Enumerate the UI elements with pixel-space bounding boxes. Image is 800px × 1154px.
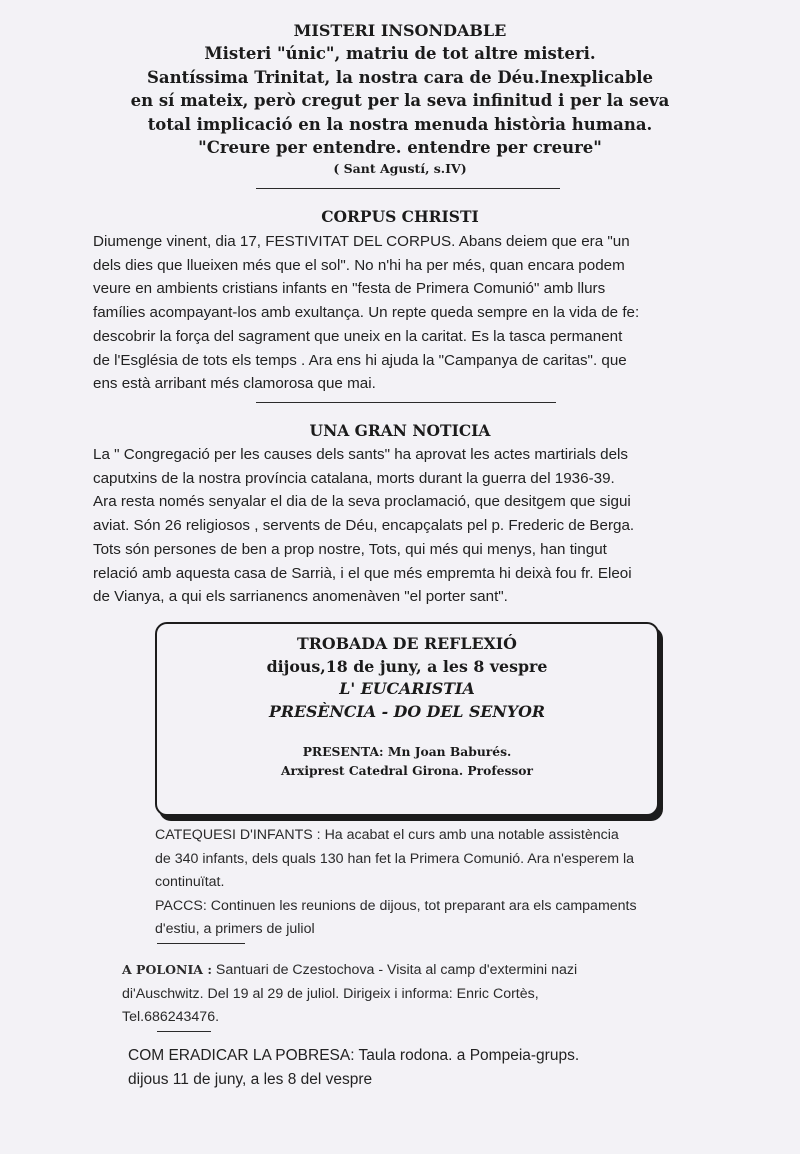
corpus-paragraph <box>93 230 639 396</box>
corpus-line: famílies acompayant-los amb exultança. Un repte queda sempre en la vida de fe: <box>93 304 640 322</box>
noticia-line: relació amb aquesta casa de Sarrià, i el que més empremta hi deixà fou fr. Eleoi <box>93 564 632 582</box>
corpus-line: descobrir la força del sagrament que uneix en la caritat. Es la tasca permanent <box>93 327 623 345</box>
header-line: total implicació en la nostra menuda història humana. <box>147 114 653 134</box>
noticia-line: de Vianya, a qui els sarrianencs anomenàven "el porter sant". <box>93 588 508 606</box>
divider <box>157 1031 211 1032</box>
pobresa-line: dijous 11 de juny, a les 8 del vespre <box>128 1071 373 1088</box>
catequesi-note <box>155 824 637 942</box>
trobada-content <box>155 633 659 723</box>
corpus-line: veure en ambients cristians infants en "festa de Primera Comunió" amb llurs <box>93 280 606 298</box>
catequesi-line: de 340 infants, dels quals 130 han fet la Primera Comunió. Ara n'esperem la <box>155 850 635 867</box>
header-line: en sí mateix, però cregut per la seva infinitud i per la seva <box>130 91 670 110</box>
corpus-title: CORPUS CHRISTI <box>321 207 479 226</box>
polonia-text: Santuari de Czestochova - Visita al camp d'extermini nazi <box>211 962 578 978</box>
header-quote <box>0 42 800 160</box>
catequesi-line: continuïtat. <box>155 874 225 890</box>
catequesi-line: CATEQUESI D'INFANTS : Ha acabat el curs amb una notable assistència <box>155 827 619 843</box>
noticia-line: La " Congregació per les causes dels sants" ha aprovat les actes martirials dels <box>93 446 629 463</box>
pobresa-line: COM ERADICAR LA POBRESA: Taula rodona. a Pompeia-grups. <box>128 1047 580 1064</box>
noticia-line: Ara resta només senyalar el dia de la seva proclamació, que desitgem que sigui <box>93 493 631 511</box>
header-line: Santíssima Trinitat, la nostra cara de Déu.Inexplicable <box>146 67 654 87</box>
header-title: MISTERI INSONDABLE <box>293 21 507 40</box>
paccs-line: PACCS: Continuen les reunions de dijous, tot preparant ara els campaments <box>155 897 637 914</box>
trobada-topic: L' EUCARISTIA <box>339 679 475 698</box>
noticia-line: caputxins de la nostra província catalana, morts durant la guerra del 1936-39. <box>93 469 615 487</box>
corpus-line: Diumenge vinent, dia 17, FESTIVITAT DEL CORPUS. Abans deiem que era "un <box>93 233 630 250</box>
divider <box>256 188 560 189</box>
corpus-line: dels dies que llueixen més que el sol". No n'hi ha per més, quan encara podem <box>93 256 625 274</box>
corpus-line: de l'Església de tots els temps . Ara ens hi ajuda la "Campanya de caritas". que <box>93 351 627 369</box>
trobada-presenter: PRESENTA: Mn Joan Baburés. <box>302 744 512 759</box>
header-line: "Creure per entendre. entendre per creure" <box>198 138 602 157</box>
paccs-line: d'estiu, a primers de juliol <box>155 921 315 937</box>
noticia-title: UNA GRAN NOTICIA <box>309 421 491 440</box>
corpus-line: ens està arribant més clamorosa que mai. <box>93 375 376 393</box>
noticia-line: Tots són persones de ben a prop nostre, Tots, qui més qui menys, han tingut <box>93 540 607 558</box>
polonia-lead: A POLONIA : <box>122 962 212 977</box>
polonia-line: di'Auschwitz. Del 19 al 29 de juliol. Dirigeix i informa: Enric Cortès, <box>122 985 539 1002</box>
trobada-presenter-block <box>155 742 659 780</box>
polonia-line: Tel.686243476. <box>122 1009 220 1025</box>
header-line: Misteri "únic", matriu de tot altre misteri. <box>204 44 596 63</box>
noticia-paragraph <box>93 443 634 609</box>
trobada-date: dijous,18 de juny, a les 8 vespre <box>266 656 548 676</box>
header-citation: ( Sant Agustí, s.IV) <box>333 161 467 176</box>
polonia-note <box>122 958 577 1030</box>
trobada-title: TROBADA DE REFLEXIÓ <box>297 634 517 653</box>
noticia-line: aviat. Són 26 religiosos , servents de Déu, encapçalats pel p. Frederic de Berga. <box>93 517 635 535</box>
trobada-topic: PRESÈNCIA - DO DEL SENYOR <box>268 701 546 721</box>
pobresa-note <box>128 1044 579 1092</box>
trobada-role: Arxiprest Catedral Girona. Professor <box>281 763 533 778</box>
divider <box>256 402 556 403</box>
divider <box>157 943 245 944</box>
